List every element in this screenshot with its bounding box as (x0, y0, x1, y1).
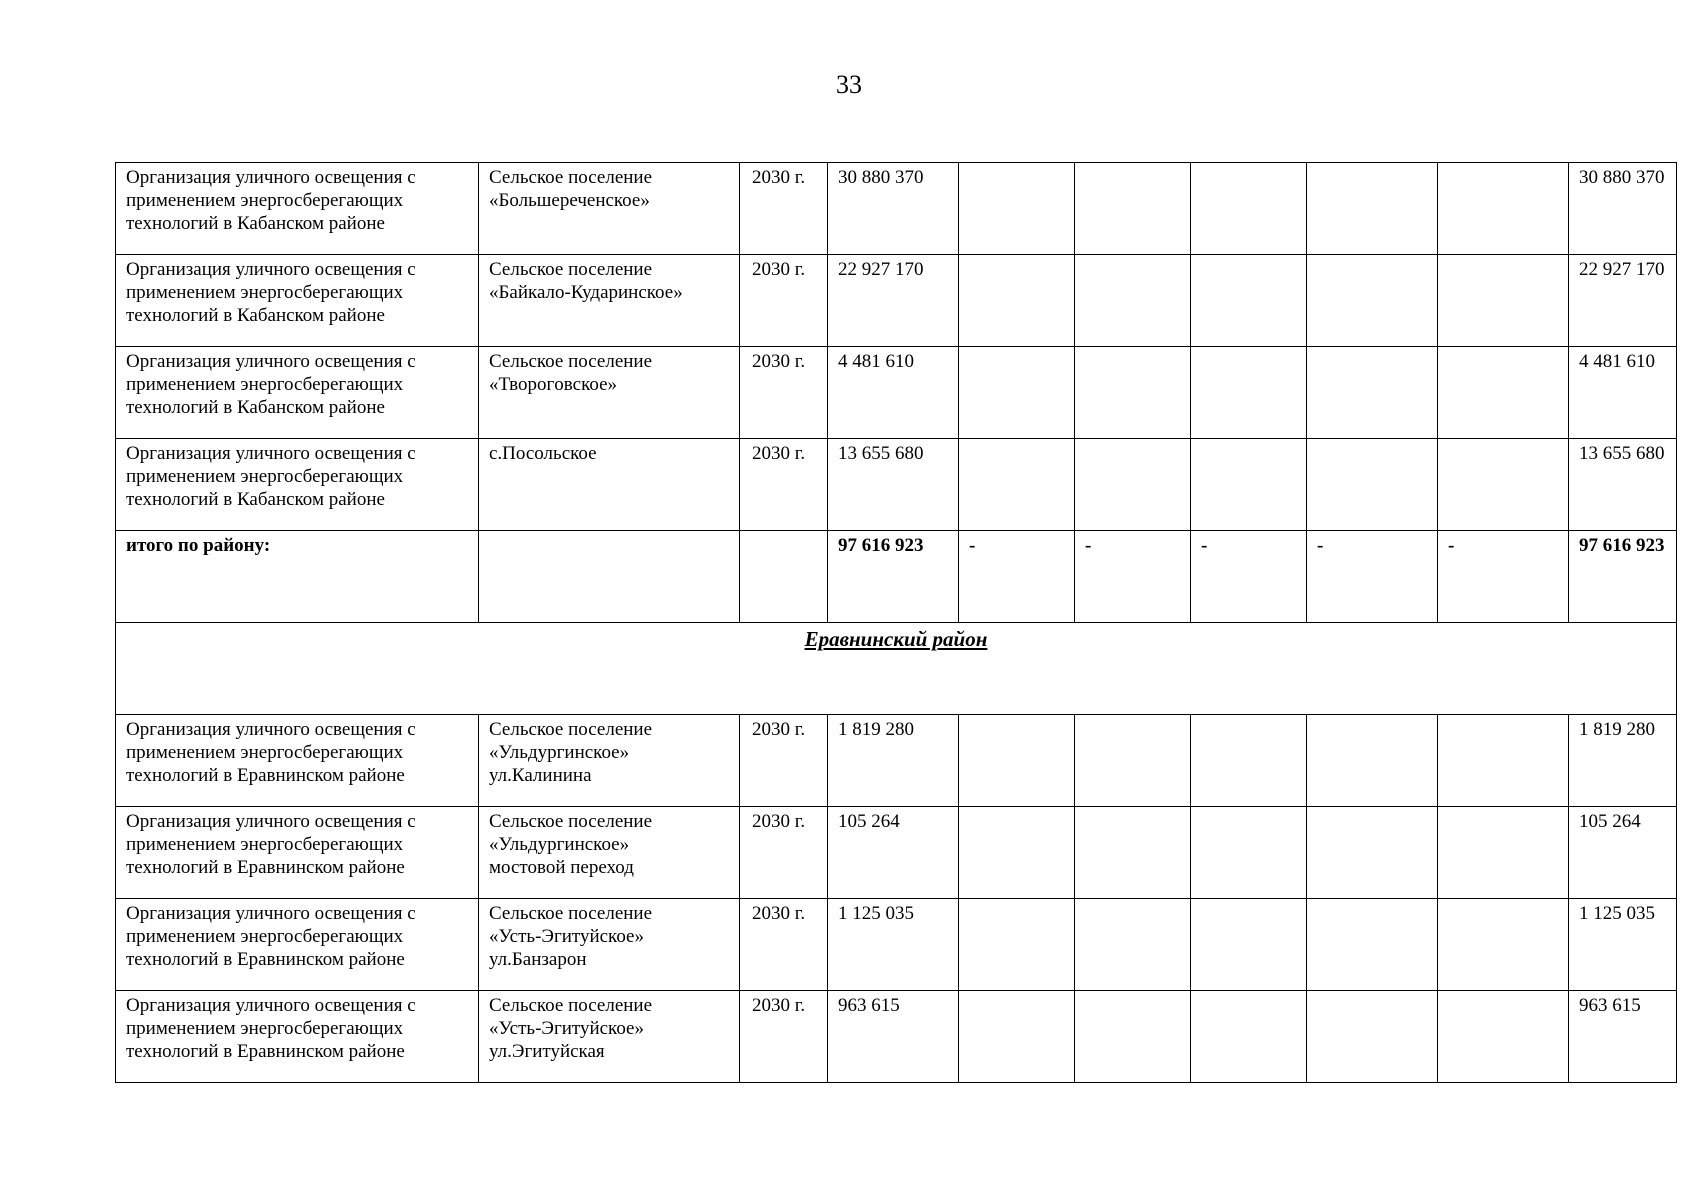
empty-cell (1075, 991, 1191, 1083)
total-amount: 97 616 923 (828, 531, 959, 623)
empty-cell (479, 531, 740, 623)
empty-cell (1438, 899, 1569, 991)
empty-cell (959, 163, 1075, 255)
empty-cell (1307, 439, 1438, 531)
row-total: 22 927 170 (1569, 255, 1677, 347)
row-amount: 105 264 (828, 807, 959, 899)
empty-cell (1438, 991, 1569, 1083)
empty-cell (1438, 807, 1569, 899)
empty-cell (1307, 163, 1438, 255)
empty-cell (959, 255, 1075, 347)
row-year: 2030 г. (740, 807, 828, 899)
row-description: Организация уличного освещения с применением энергосберегающих технологий в Кабанском районе (116, 347, 479, 439)
table-row (116, 163, 1677, 255)
empty-cell (1438, 439, 1569, 531)
row-amount: 30 880 370 (828, 163, 959, 255)
row-description: Организация уличного освещения с применением энергосберегающих технологий в Еравнинском районе (116, 715, 479, 807)
empty-cell (959, 347, 1075, 439)
row-total: 13 655 680 (1569, 439, 1677, 531)
total-dash: - (1438, 531, 1569, 623)
section-header-row (116, 623, 1677, 715)
empty-cell (959, 439, 1075, 531)
row-year: 2030 г. (740, 347, 828, 439)
row-amount: 1 819 280 (828, 715, 959, 807)
row-description: Организация уличного освещения с применением энергосберегающих технологий в Еравнинском районе (116, 991, 479, 1083)
empty-cell (1075, 899, 1191, 991)
row-total: 4 481 610 (1569, 347, 1677, 439)
empty-cell (1191, 255, 1307, 347)
empty-cell (740, 531, 828, 623)
row-amount: 13 655 680 (828, 439, 959, 531)
table-row (116, 807, 1677, 899)
empty-cell (1307, 715, 1438, 807)
empty-cell (959, 991, 1075, 1083)
page-number: 33 (836, 70, 862, 99)
row-location: с.Посольское (479, 439, 740, 531)
table-row (116, 715, 1677, 807)
empty-cell (1307, 899, 1438, 991)
empty-cell (1307, 347, 1438, 439)
section-title: Еравнинский район (804, 627, 988, 651)
total-dash: - (1191, 531, 1307, 623)
row-amount: 963 615 (828, 991, 959, 1083)
row-location: Сельское поселение «Ульдургинское» ул.Калинина (479, 715, 740, 807)
total-label: итого по району: (116, 531, 479, 623)
row-total: 963 615 (1569, 991, 1677, 1083)
row-year: 2030 г. (740, 255, 828, 347)
total-sum: 97 616 923 (1569, 531, 1677, 623)
empty-cell (1075, 715, 1191, 807)
empty-cell (1191, 899, 1307, 991)
row-amount: 22 927 170 (828, 255, 959, 347)
table-row (116, 255, 1677, 347)
row-location: Сельское поселение «Ульдургинское» мостовой переход (479, 807, 740, 899)
empty-cell (1191, 991, 1307, 1083)
empty-cell (1307, 807, 1438, 899)
empty-cell (1075, 255, 1191, 347)
empty-cell (1075, 807, 1191, 899)
empty-cell (959, 715, 1075, 807)
row-description: Организация уличного освещения с применением энергосберегающих технологий в Кабанском районе (116, 255, 479, 347)
row-year: 2030 г. (740, 163, 828, 255)
table-row (116, 347, 1677, 439)
row-total: 30 880 370 (1569, 163, 1677, 255)
row-location: Сельское поселение «Усть-Эгитуйское» ул.Банзарон (479, 899, 740, 991)
empty-cell (1191, 347, 1307, 439)
data-table (115, 162, 1677, 1083)
row-amount: 4 481 610 (828, 347, 959, 439)
row-description: Организация уличного освещения с применением энергосберегающих технологий в Еравнинском районе (116, 807, 479, 899)
total-dash: - (1075, 531, 1191, 623)
row-location: Сельское поселение «Байкало-Кударинское» (479, 255, 740, 347)
row-description: Организация уличного освещения с применением энергосберегающих технологий в Еравнинском районе (116, 899, 479, 991)
row-year: 2030 г. (740, 991, 828, 1083)
total-dash: - (959, 531, 1075, 623)
row-location: Сельское поселение «Большереченское» (479, 163, 740, 255)
empty-cell (1191, 163, 1307, 255)
section-header-cell (116, 623, 1677, 715)
table-row (116, 899, 1677, 991)
empty-cell (959, 899, 1075, 991)
empty-cell (1438, 163, 1569, 255)
row-year: 2030 г. (740, 439, 828, 531)
empty-cell (1075, 347, 1191, 439)
row-year: 2030 г. (740, 899, 828, 991)
empty-cell (1438, 715, 1569, 807)
row-location: Сельское поселение «Усть-Эгитуйское» ул.Эгитуйская (479, 991, 740, 1083)
empty-cell (1191, 439, 1307, 531)
row-year: 2030 г. (740, 715, 828, 807)
total-dash: - (1307, 531, 1438, 623)
table-row (116, 991, 1677, 1083)
row-location: Сельское поселение «Творогoвское» (479, 347, 740, 439)
empty-cell (1438, 347, 1569, 439)
row-total: 105 264 (1569, 807, 1677, 899)
row-total: 1 819 280 (1569, 715, 1677, 807)
row-total: 1 125 035 (1569, 899, 1677, 991)
total-row (116, 531, 1677, 623)
empty-cell (1307, 255, 1438, 347)
empty-cell (1191, 715, 1307, 807)
empty-cell (1191, 807, 1307, 899)
row-amount: 1 125 035 (828, 899, 959, 991)
empty-cell (1438, 255, 1569, 347)
empty-cell (1307, 991, 1438, 1083)
row-description: Организация уличного освещения с применением энергосберегающих технологий в Кабанском районе (116, 439, 479, 531)
empty-cell (959, 807, 1075, 899)
empty-cell (1075, 439, 1191, 531)
table-row (116, 439, 1677, 531)
empty-cell (1075, 163, 1191, 255)
row-description: Организация уличного освещения с применением энергосберегающих технологий в Кабанском районе (116, 163, 479, 255)
